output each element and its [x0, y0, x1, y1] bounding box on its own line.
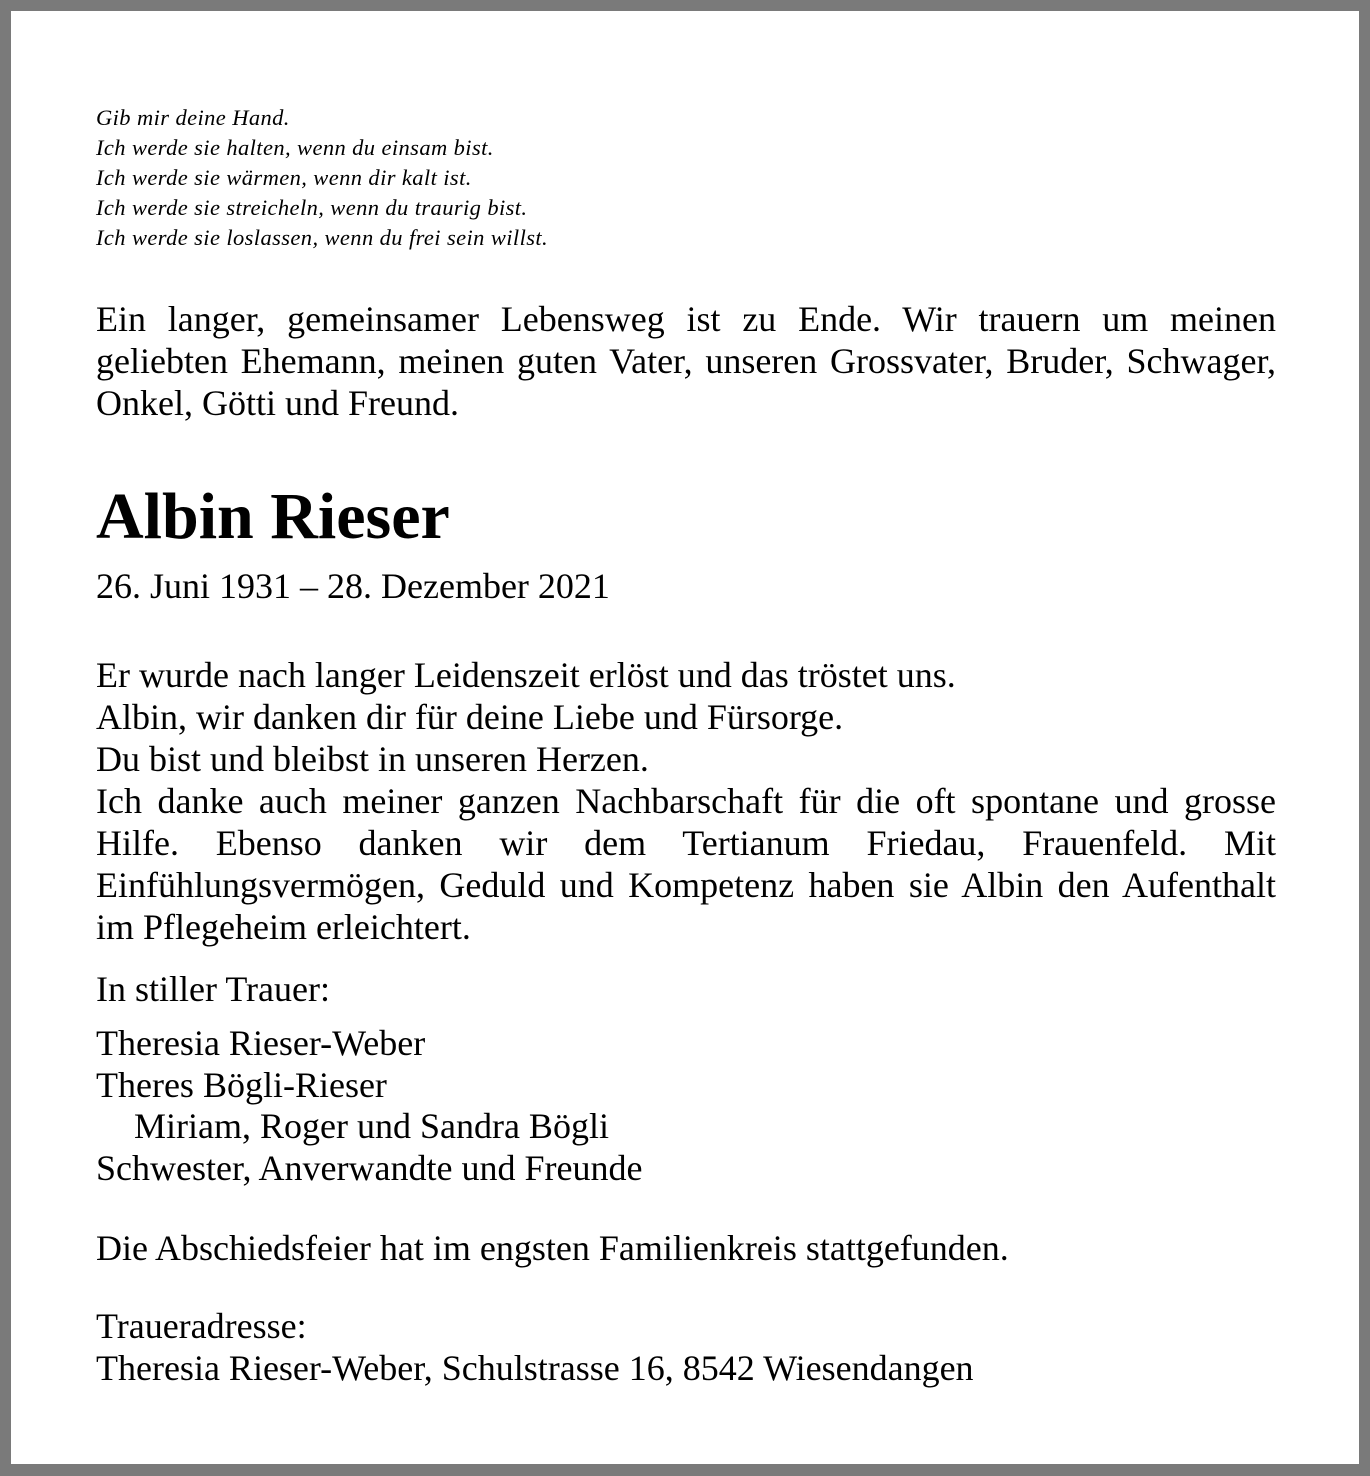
- mourning-label: In stiller Trauer:: [96, 969, 330, 1009]
- poem-line: Ich werde sie streicheln, wenn du traurig bist.: [96, 195, 528, 220]
- message-line: Albin, wir danken dir für deine Liebe und Fürsorge.: [96, 697, 844, 737]
- poem-line: Ich werde sie wärmen, wenn dir kalt ist.: [96, 165, 472, 190]
- address-label: Traueradresse:: [96, 1306, 307, 1346]
- message-line: Du bist und bleibst in unseren Herzen.: [96, 739, 649, 779]
- ceremony-note: Die Abschiedsfeier hat im engsten Familienkreis stattgefunden.: [96, 1228, 1009, 1268]
- obituary-page: [11, 11, 1359, 1464]
- intro-paragraph: Ein langer, gemeinsamer Lebensweg ist zu Ende. Wir trauern um meinen geliebten Ehemann, meinen guten Vater, unseren Grossvater, Bruder, Schwager, Onkel, Götti und Freund.: [96, 299, 1276, 423]
- mourner: Schwester, Anverwandte und Freunde: [96, 1147, 643, 1188]
- message-line: Er wurde nach langer Leidenszeit erlöst und das tröstet uns.: [96, 655, 956, 695]
- mourner: Miriam, Roger und Sandra Bögli: [134, 1106, 609, 1146]
- mourner: Theres Bögli-Rieser: [96, 1064, 387, 1105]
- mourner: Theresia Rieser-Weber: [96, 1023, 426, 1063]
- address-value: Theresia Rieser-Weber, Schulstrasse 16, 8542 Wiesendangen: [96, 1348, 974, 1388]
- deceased-name: Albin Rieser: [96, 480, 450, 553]
- poem-line: Ich werde sie loslassen, wenn du frei sein willst.: [96, 225, 549, 250]
- poem-line: Ich werde sie halten, wenn du einsam bist.: [96, 135, 494, 160]
- mourning-address: [96, 1305, 974, 1389]
- poem-line: Gib mir deine Hand.: [96, 105, 290, 130]
- life-dates: 26. Juni 1931 – 28. Dezember 2021: [96, 566, 610, 606]
- message-block: [96, 654, 1276, 948]
- mourners-list: [96, 1023, 642, 1189]
- thanks-paragraph: Ich danke auch meiner ganzen Nachbarschaft für die oft spontane und grosse Hilfe. Ebenso danken wir dem Tertianum Friedau, Frauenfeld. Mit Einfühlungsvermögen, Geduld und Kompetenz haben sie Albin den Aufenthalt im Pflegeheim erleichtert.: [96, 781, 1276, 947]
- poem: [96, 103, 548, 253]
